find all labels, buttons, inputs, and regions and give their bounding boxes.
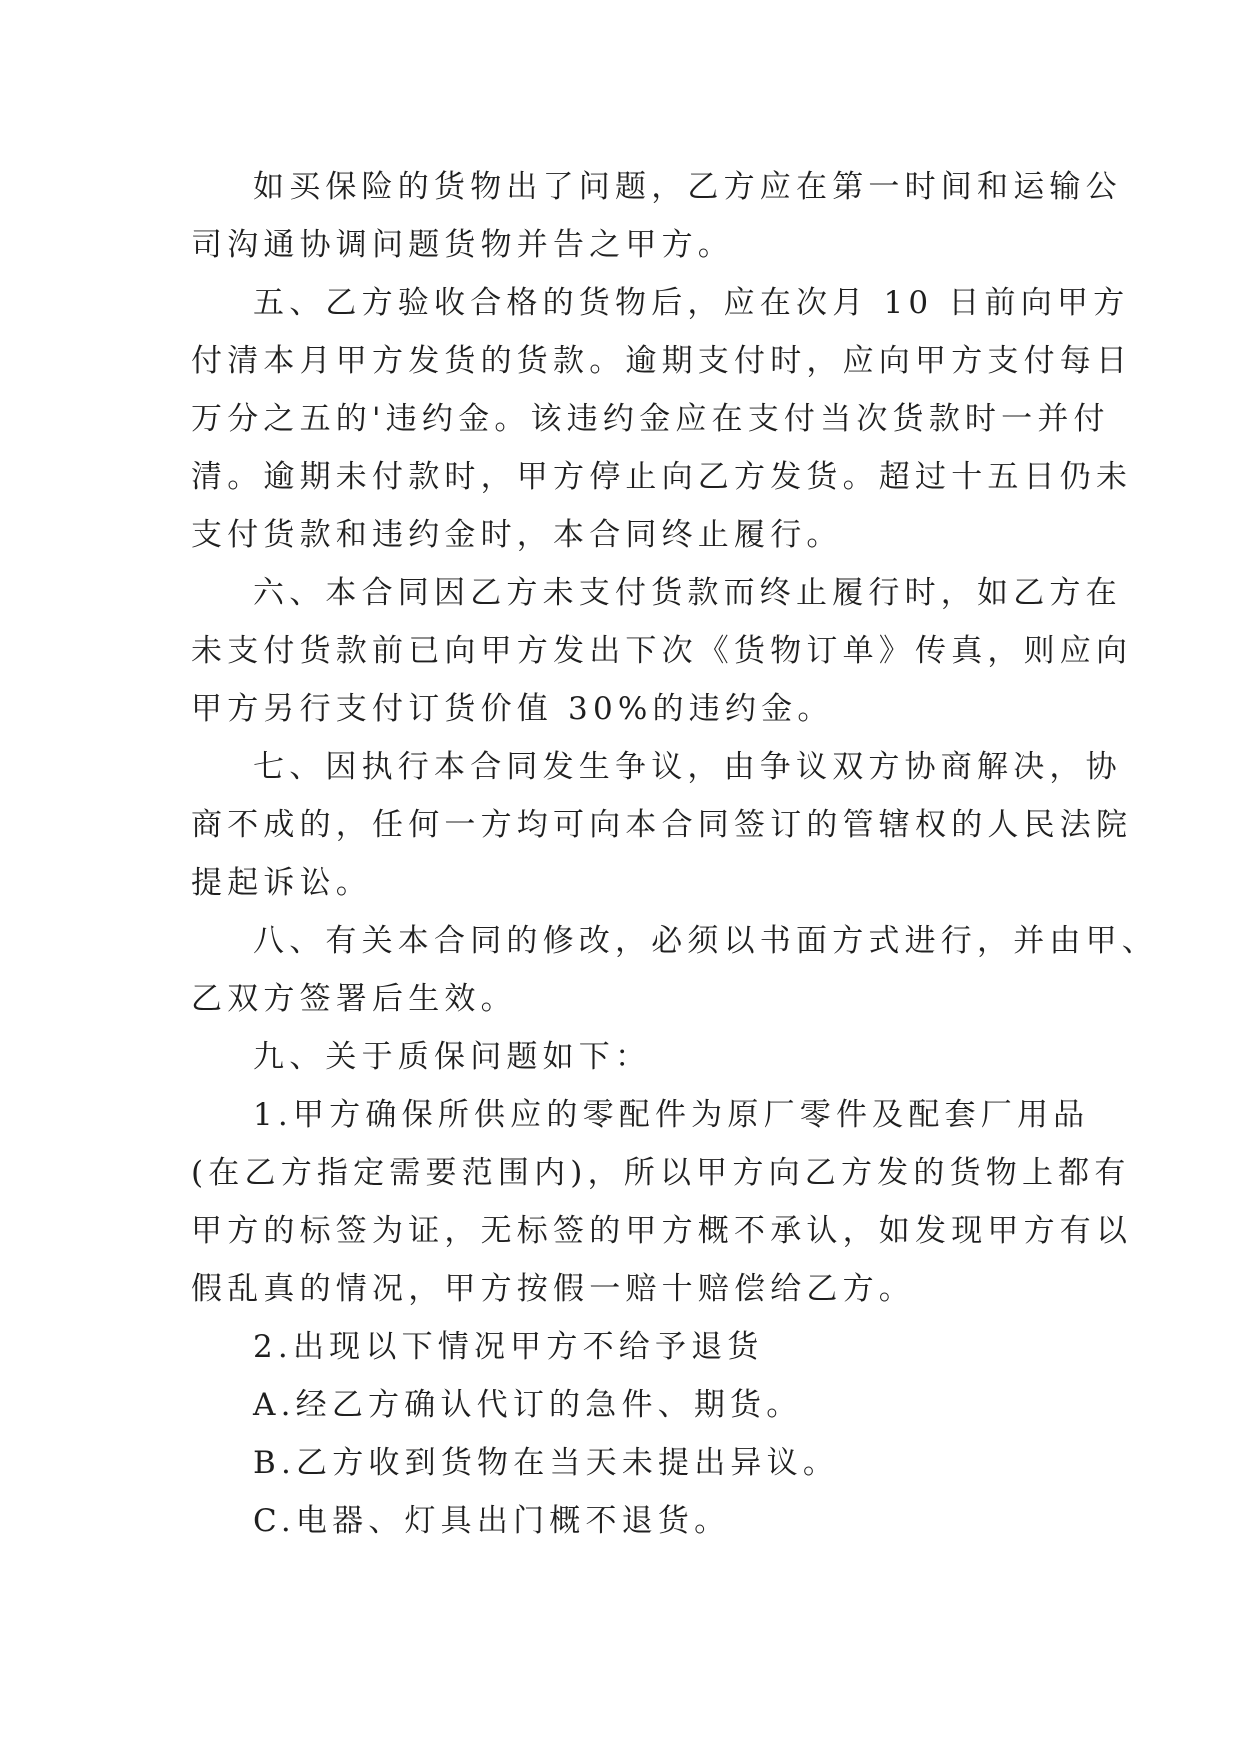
- document-body: [191, 158, 1158, 1550]
- text-line: 甲方另行支付订货价值 30%的违约金。: [191, 691, 834, 727]
- text-line: 1.甲方确保所供应的零配件为原厂零件及配套厂用品: [253, 1097, 1090, 1133]
- text-line: 支付货款和违约金时，本合同终止履行。: [191, 517, 843, 553]
- text-line: 甲方的标签为证，无标签的甲方概不承认，如发现甲方有以: [191, 1213, 1133, 1249]
- text-line: 提起诉讼。: [191, 865, 372, 901]
- text-line: (在乙方指定需要范围内)，所以甲方向乙方发的货物上都有: [191, 1155, 1131, 1191]
- text-line: 未支付货款前已向甲方发出下次《货物订单》传真，则应向: [191, 633, 1133, 669]
- text-line: 商不成的，任何一方均可向本合同签订的管辖权的人民法院: [191, 807, 1133, 843]
- text-line: 乙双方签署后生效。: [191, 981, 517, 1017]
- text-line: 司沟通协调问题货物并告之甲方。: [191, 227, 734, 263]
- text-line: 七、因执行本合同发生争议，由争议双方协商解决，协: [253, 749, 1122, 785]
- text-line: 假乱真的情况，甲方按假一赔十赔偿给乙方。: [191, 1271, 915, 1307]
- text-line: B.乙方收到货物在当天未提出异议。: [253, 1445, 840, 1481]
- text-line: 万分之五的'违约金。该违约金应在支付当次货款时一并付: [191, 401, 1110, 437]
- text-line: 如买保险的货物出了问题，乙方应在第一时间和运输公: [253, 169, 1122, 205]
- text-line: 清。逾期未付款时，甲方停止向乙方发货。超过十五日仍未: [191, 459, 1133, 495]
- text-line: 2.出现以下情况甲方不给予退货: [253, 1329, 764, 1365]
- text-line: C.电器、灯具出门概不退货。: [253, 1503, 731, 1539]
- text-line: A.经乙方确认代订的急件、期货。: [253, 1387, 803, 1423]
- text-line: 九、关于质保问题如下：: [253, 1039, 652, 1075]
- text-line: 付清本月甲方发货的货款。逾期支付时，应向甲方支付每日: [191, 343, 1133, 379]
- text-line: 五、乙方验收合格的货物后，应在次月 10 日前向甲方: [253, 285, 1130, 321]
- text-line: 六、本合同因乙方未支付货款而终止履行时，如乙方在: [253, 575, 1122, 611]
- text-line: 八、有关本合同的修改，必须以书面方式进行，并由甲、: [253, 923, 1158, 959]
